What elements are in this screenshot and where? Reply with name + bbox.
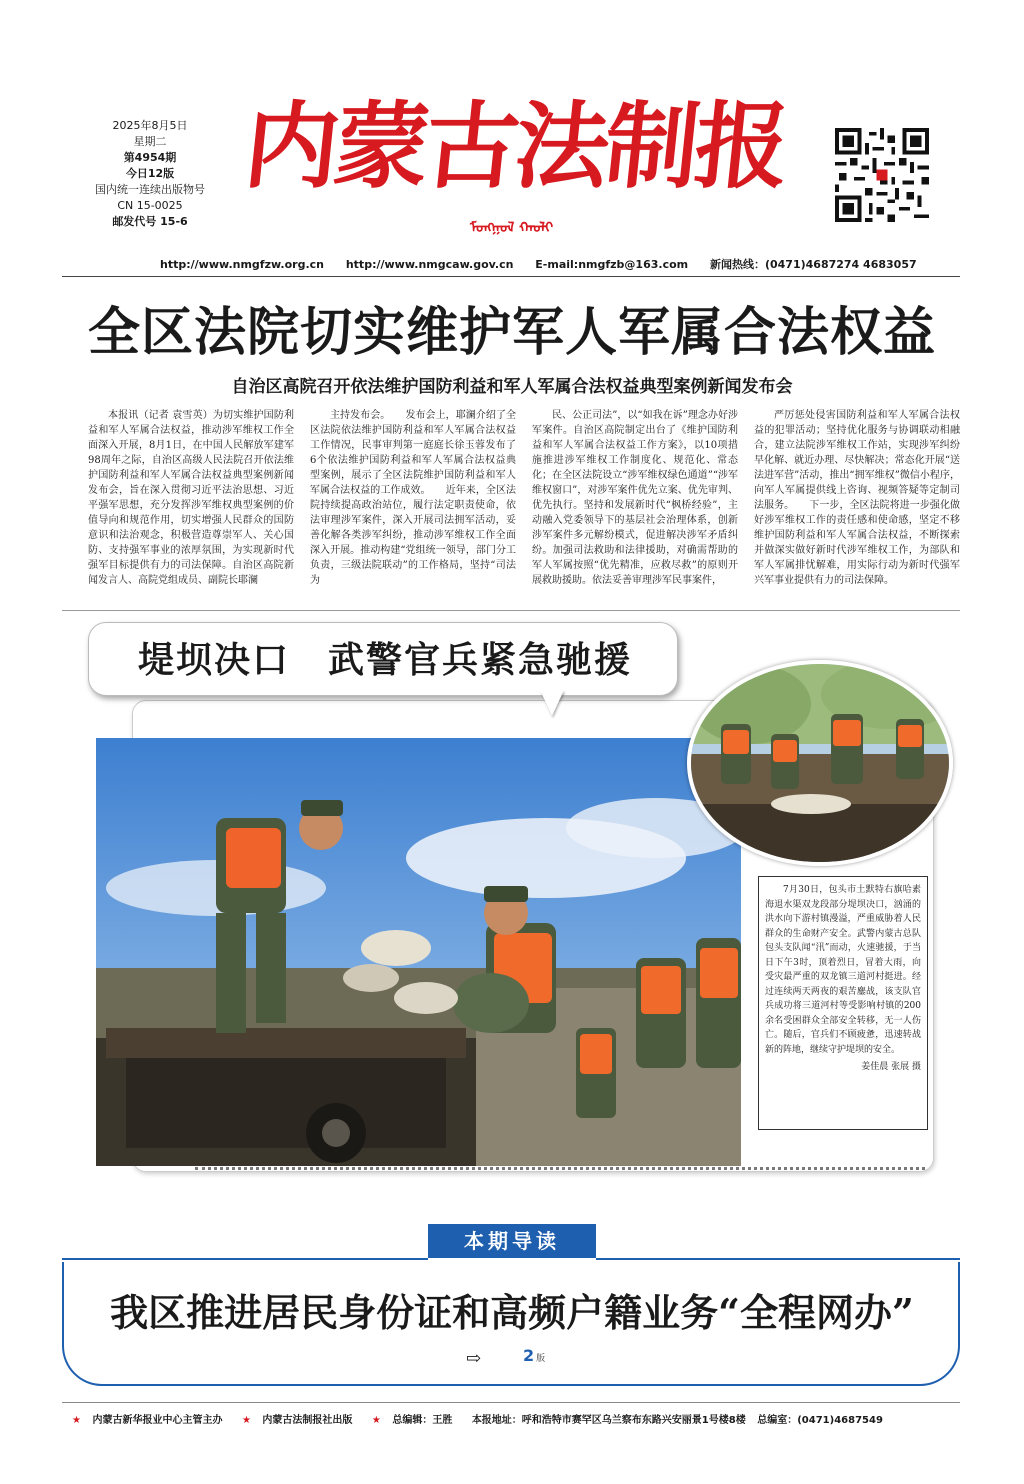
photo-caption: 7月30日，包头市土默特右旗哈素海退水渠双龙段部分堤坝决口，汹涌的洪水向下游村镇漫溢，严重威胁着人民群众的生命财产安全。武警内蒙古总队包头支队闻“汛”而动，火速驰援，于当日下午3时，顶着烈日，冒着大雨，向受灾最严重的双龙镇三道河村挺进。经过连续两天两夜的艰苦鏖战，该支队官兵成功将三道河村等受影响村镇的200余名受困群众全部安全转移，无一人伤亡。随后，官兵们不顾疲惫，迅速转战新的阵地，继续守护堤坝的安全。 [765, 885, 921, 1055]
contact-bar [160, 256, 917, 272]
bubble-tail [540, 690, 564, 716]
preview-rule-right [596, 1258, 960, 1260]
article-column [88, 408, 294, 596]
article-column-text: 本报讯（记者 袁雪英）为切实维护国防利益和军人军属合法权益，推动涉军维权工作全面深入开展，8月1日，在中国人民解放军建军98周年之际，自治区高级人民法院召开依法维护国防利益和军人军属合法权益典型案例新闻发布会，旨在深入贯彻习近平法治思想、习近平强军思想，充分发挥涉军维权典型案例的价值导向和规范作用，切实增强人民群众的国防意识和法治观念，积极营造尊崇军人、关心国防、支持强军事业的浓厚氛围，为实现新时代强军目标提供有力的司法保障。自治区高院新闻发言人、高院党组成员、副院长耶澜 [88, 410, 294, 586]
masthead-divider [62, 276, 960, 277]
article-column-text: 主持发布会。 发布会上，耶澜介绍了全区法院依法维护国防利益和军人军属合法权益工作情况，民事审判第一庭庭长徐玉蓉发布了6个依法维护国防利益和军人军属合法权益典型案例，展示了全区法院维护国防利益和军人军属合法权益的工作成效。 近年来，全区法院持续提高政治站位，履行法定职责使命，依法审理涉军案件，深入开展司法拥军活动，妥善化解各类涉军纠纷，推动涉军维权工作全面深入开展。推动构建“党组统一领导，部门分工负责，三级法院联动”的工作格局，坚持“司法为 [310, 410, 516, 586]
article-column [532, 408, 738, 596]
footer-sponsor: 内蒙古新华报业中心主管主办 [92, 1415, 223, 1426]
preview-tab: 本期导读 [428, 1224, 596, 1258]
newspaper-title: 内蒙古法制报 [239, 92, 791, 202]
footer-editor: 总编辑：王胜 [392, 1415, 453, 1426]
footer-item [372, 1415, 460, 1426]
issue-meta [80, 118, 220, 230]
footer-item [72, 1415, 230, 1426]
footer-item [242, 1415, 360, 1426]
news-hotline: 新闻热线：(0471)4687274 4683057 [709, 258, 917, 271]
arrow-right-icon: ⇨ [466, 1348, 482, 1369]
preview-rule-left [62, 1258, 428, 1260]
website-link-1[interactable]: http://www.nmgfzw.org.cn [160, 258, 324, 271]
cn-number: CN 15-0025 [117, 199, 183, 212]
star-icon: ★ [241, 1415, 255, 1426]
footer-bar [72, 1411, 962, 1426]
preview-page-ref[interactable] [523, 1346, 545, 1365]
issue-weekday: 星期二 [133, 135, 167, 148]
article-column-text: 民、公正司法”，以“如我在诉”理念办好涉军案件。自治区高院制定出台了《维护国防利益和军人军属合法权益工作方案》，以10项措施推进涉军维权工作制度化、规范化、常态化；在全区法院设立“涉军维权绿色通道”“涉军维权窗口”，对涉军案件优先立案、优先审判、优先执行。坚持和发展新时代“枫桥经验”，主动融入党委领导下的基层社会治理体系，创新涉军案件多元解纷模式，促进解决涉军矛盾纠纷。加强司法救助和法律援助，对确需帮助的军人军属按照“优先精准，应救尽救”的原则开展救助援助。依法妥善审理涉军民事案件， [532, 410, 738, 586]
inset-photo-digging[interactable] [687, 660, 953, 866]
section-divider [62, 610, 960, 611]
lead-subhead: 自治区高院召开依法维护国防利益和军人军属合法权益典型案例新闻发布会 [231, 377, 793, 397]
website-link-2[interactable]: http://www.nmgcaw.gov.cn [345, 258, 514, 271]
feature-title[interactable]: 堤坝决口 武警官兵紧急驰援 [137, 639, 632, 681]
issue-date: 2025年8月5日 [112, 119, 188, 132]
lead-article-body [88, 408, 960, 596]
star-icon: ★ [371, 1415, 385, 1426]
photo-credit: 姜佳晨 张展 摄 [861, 1062, 921, 1072]
preview-page-suffix: 版 [536, 1354, 546, 1364]
main-photo-illustration [96, 738, 741, 1166]
footer-office-phone: 总编室：(0471)4687549 [757, 1415, 883, 1426]
inset-photo-illustration [691, 664, 949, 862]
photo-caption-box [758, 876, 928, 1130]
serial-label: 国内统一连续出版物号 [95, 183, 205, 196]
preview-page-number: 2 [523, 1346, 535, 1365]
postal-code: 邮发代号 15-6 [112, 215, 188, 228]
issue-number: 第4954期 [123, 151, 177, 164]
article-column [754, 408, 960, 596]
footer-address: 本报地址：呼和浩特市赛罕区乌兰察布东路兴安丽景1号楼8楼 [471, 1415, 746, 1426]
mongolian-title: ᠮᠣᠩᠭᠣᠯ ᠬᠠᠤᠯᠢ [470, 220, 554, 236]
star-icon: ★ [72, 1415, 85, 1426]
main-photo-soldiers-sandbags[interactable] [96, 738, 741, 1166]
preview-headline[interactable]: 我区推进居民身份证和高频户籍业务“全程网办” [110, 1290, 914, 1335]
article-column [310, 408, 516, 596]
article-column-text: 严厉惩处侵害国防利益和军人军属合法权益的犯罪活动；坚持优化服务与协调联动相融合，建立法院涉军维权工作站，实现涉军纠纷早化解、就近办理、尽快解决；常态化开展“送法进军营”活动，推出“拥军维权”微信小程序，向军人军属提供线上咨询、视频答疑等定制司法服务。 下一步，全区法院将进一步强化做好涉军维权工作的责任感和使命感，坚定不移维护国防利益和军人军属合法权益，不断探索并做深实做好新时代涉军维权工作，为部队和军人军属排忧解难，用实际行动为新时代强军兴军事业提供有力的司法保障。 [754, 410, 960, 586]
footer-publisher: 内蒙古法制报社出版 [262, 1415, 353, 1426]
email-link[interactable]: E-mail:nmgfzb@163.com [535, 258, 689, 271]
dotted-divider [195, 1167, 925, 1170]
lead-headline[interactable]: 全区法院切实维护军人军属合法权益 [87, 302, 936, 363]
footer-divider [62, 1402, 960, 1403]
issue-pages: 今日12版 [125, 167, 175, 180]
qr-code-icon[interactable] [835, 128, 929, 222]
